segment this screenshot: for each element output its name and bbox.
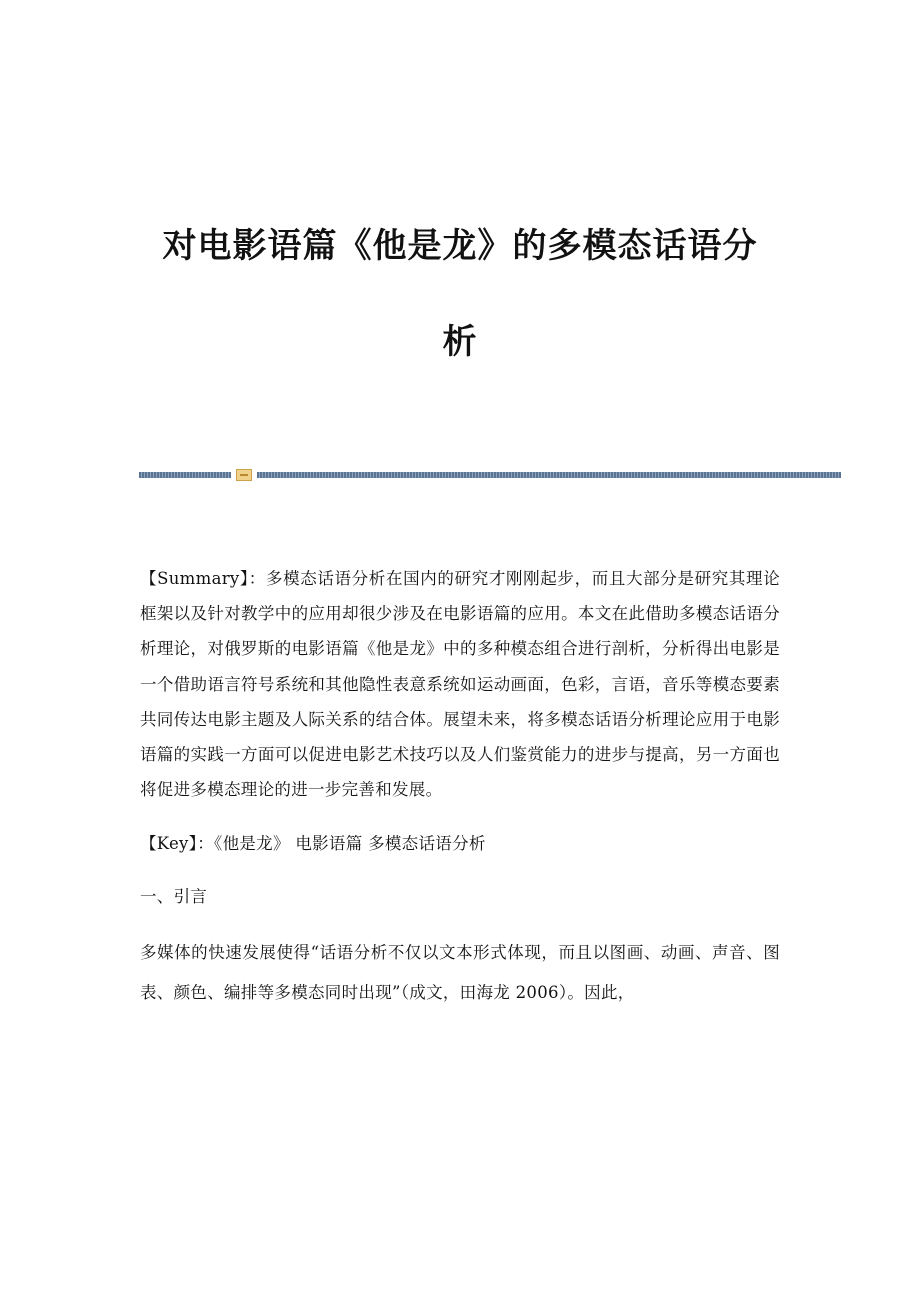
intro-paragraph: 多媒体的快速发展使得“话语分析不仅以文本形式体现，而且以图画、动画、声音、图表、颜色、编排等多模态同时出现”（成文，田海龙 2006）。因此， — [140, 943, 780, 1003]
keyword-item: 电影语篇 — [295, 834, 363, 854]
document-title-line-1: 对电影语篇《他是龙》的多模态话语分 — [162, 226, 758, 266]
keyword-item: 多模态话语分析 — [368, 834, 486, 854]
document-title-line-2: 析 — [442, 322, 478, 362]
divider-bar-right — [257, 472, 841, 478]
divider-ornament-icon — [236, 469, 252, 481]
summary-paragraph — [140, 561, 780, 807]
keywords-label: 【Key】： — [140, 834, 215, 854]
divider-bar-left — [139, 472, 231, 478]
summary-label: 【Summary】： — [140, 569, 266, 588]
summary-text: 多模态话语分析在国内的研究才刚刚起步，而且大部分是研究其理论框架以及针对教学中的应用却很少涉及在电影语篇的应用。本文在此借助多模态话语分析理论，对俄罗斯的电影语篇《他是龙》中的多种模态组合进行剖析，分析得出电影是一个借助语言符号系统和其他隐性表意系统如运动画面，色彩，言语，音乐等模态要素共同传达电影主题及人际关系的结合体。展望未来，将多模态话语分析理论应用于电影语篇的实践一方面可以促进电影艺术技巧以及人们鉴赏能力的进步与提高，另一方面也将促进多模态理论的进一步完善和发展。 — [140, 569, 781, 800]
document-body — [140, 561, 780, 1013]
section-heading: 一、引言 — [140, 887, 208, 907]
title-divider — [139, 469, 841, 481]
keyword-item: 《他是龙》 — [214, 834, 290, 854]
keywords-line — [140, 826, 780, 861]
